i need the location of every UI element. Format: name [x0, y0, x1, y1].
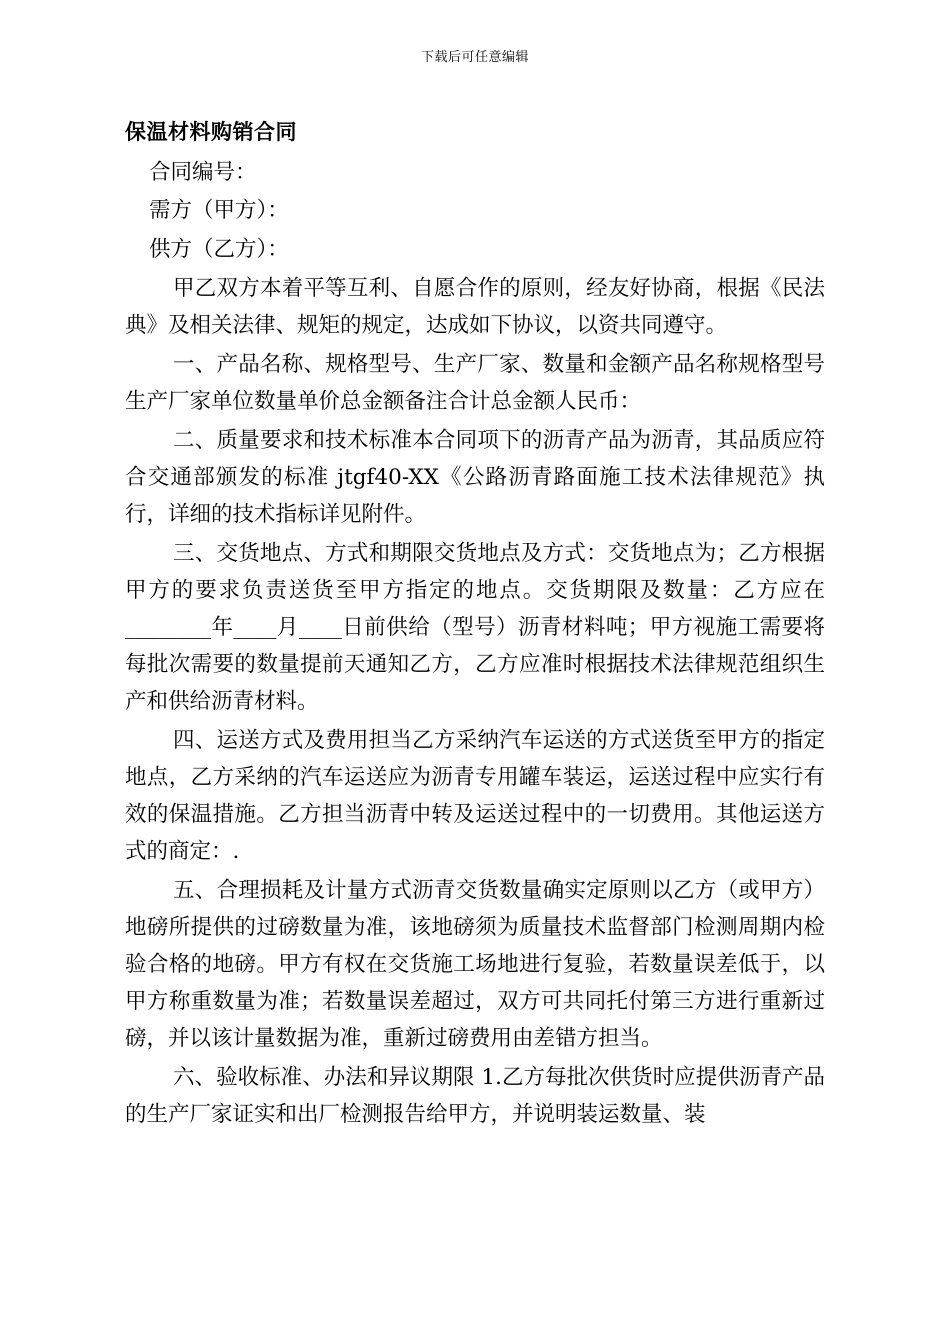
buyer-line: 需方（甲方）：	[149, 198, 289, 224]
paragraph-preamble: 甲乙双方本着平等互利、自愿合作的原则，经友好协商，根据《民法典》及相关法律、规矩的规定，达成如下协议，以资共同遵守。	[125, 276, 825, 339]
header-note: 下载后可任意编辑	[420, 50, 529, 65]
paragraph-article-4: 四、运送方式及费用担当乙方采纳汽车运送的方式送货至甲方的指定地点，乙方采纳的汽车运送应为沥青专用罐车装运，运送过程中应实行有效的保温措施。乙方担当沥青中转及运送过程中的一切费用。其他运送方式的商定：.	[125, 728, 825, 864]
page-title: 保温材料购销合同	[125, 120, 297, 144]
supplier-line: 供方（乙方）：	[149, 237, 289, 263]
paragraph-article-2: 二、质量要求和技术标准本合同项下的沥青产品为沥青，其品质应符合交通部颁发的标准 jtgf40-XX《公路沥青路面施工技术法律规范》执行，详细的技术指标详见附件。	[125, 428, 825, 528]
paragraph-article-5: 五、合理损耗及计量方式沥青交货数量确实定原则以乙方（或甲方）地磅所提供的过磅数量为准，该地磅须为质量技术监督部门检测周期内检验合格的地磅。甲方有权在交货施工场地进行复验，若数量误差低于，以甲方称重数量为准；若数量误差超过，双方可共同托付第三方进行重新过磅，并以该计量数据为准，重新过磅费用由差错方担当。	[125, 877, 825, 1051]
paragraph-article-6: 六、验收标准、办法和异议期限 1.乙方每批次供货时应提供沥青产品的生产厂家证实和出厂检测报告给甲方，并说明装运数量、装	[125, 1064, 825, 1127]
paragraph-article-1: 一、产品名称、规格型号、生产厂家、数量和金额产品名称规格型号生产厂家单位数量单价总金额备注合计总金额人民币：	[125, 352, 825, 415]
paragraph-article-3: 三、交货地点、方式和期限交货地点及方式：交货地点为；乙方根据甲方的要求负责送货至甲方指定的地点。交货期限及数量：乙方应在________年____月____日前供给（型号）沥青材料吨；甲方视施工需要将每批次需要的数量提前天通知乙方，乙方应准时根据技术法律规范组织生产和供给沥青材料。	[125, 541, 825, 715]
document-body	[125, 65, 825, 1134]
contract-number-line: 合同编号：	[149, 159, 257, 185]
